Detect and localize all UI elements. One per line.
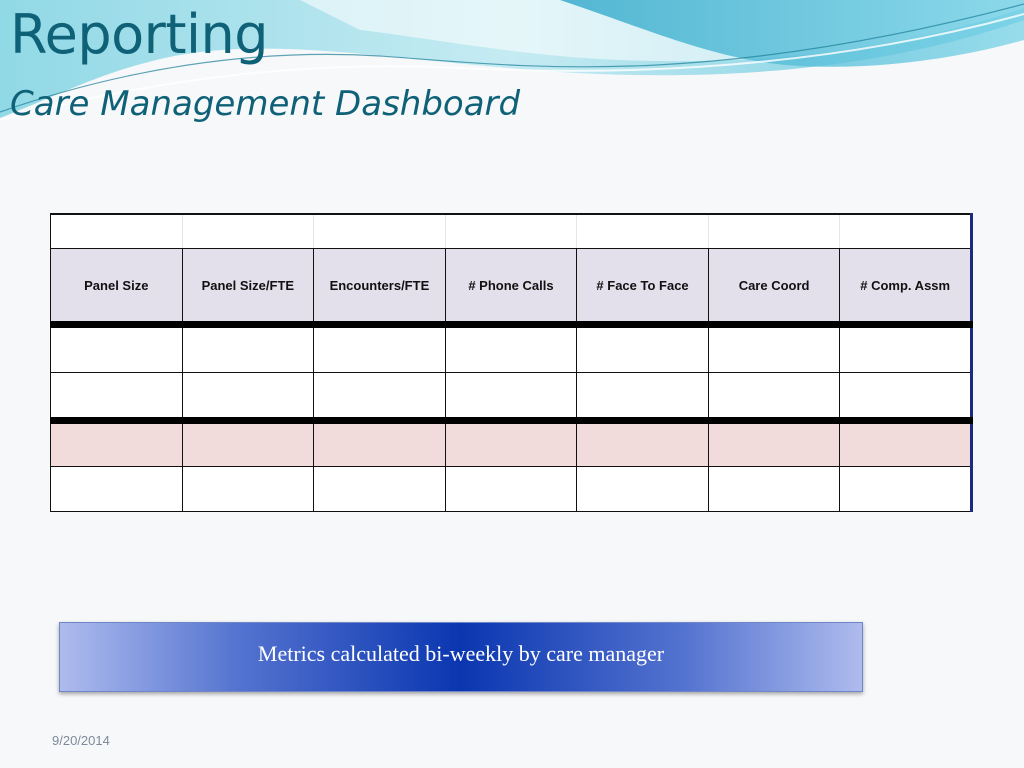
column-header: Encounters/FTE bbox=[314, 249, 446, 325]
table-row bbox=[51, 214, 972, 249]
slide-date: 9/20/2014 bbox=[52, 733, 110, 748]
table-cell bbox=[314, 214, 446, 249]
table-cell bbox=[51, 325, 183, 373]
table-cell bbox=[445, 373, 577, 421]
table-row bbox=[51, 325, 972, 373]
column-header: Panel Size/FTE bbox=[182, 249, 314, 325]
slide-subtitle: Care Management Dashboard bbox=[10, 84, 521, 124]
table-cell bbox=[51, 421, 183, 467]
table-header-row bbox=[51, 249, 972, 325]
table-cell bbox=[577, 421, 709, 467]
column-header: Care Coord bbox=[708, 249, 840, 325]
table-cell bbox=[708, 421, 840, 467]
table-cell bbox=[840, 214, 972, 249]
table-cell bbox=[51, 467, 183, 512]
table-cell bbox=[840, 421, 972, 467]
table-cell bbox=[445, 325, 577, 373]
table-cell bbox=[182, 373, 314, 421]
table-cell bbox=[445, 421, 577, 467]
column-header: Panel Size bbox=[51, 249, 183, 325]
table-cell bbox=[577, 214, 709, 249]
table-cell bbox=[577, 325, 709, 373]
table-cell bbox=[314, 421, 446, 467]
metrics-note-text: Metrics calculated bi-weekly by care manager bbox=[257, 641, 665, 666]
table-cell bbox=[51, 373, 183, 421]
table-cell bbox=[577, 467, 709, 512]
table-cell bbox=[840, 373, 972, 421]
table-cell bbox=[708, 467, 840, 512]
table-cell bbox=[577, 373, 709, 421]
column-header: # Face To Face bbox=[577, 249, 709, 325]
slide-title: Reporting bbox=[10, 3, 269, 66]
column-header: # Phone Calls bbox=[445, 249, 577, 325]
table-cell bbox=[708, 325, 840, 373]
table-cell bbox=[182, 325, 314, 373]
table-row bbox=[51, 373, 972, 421]
table-row bbox=[51, 467, 972, 512]
table-cell bbox=[314, 467, 446, 512]
table-cell bbox=[445, 214, 577, 249]
table-cell bbox=[708, 214, 840, 249]
metrics-note-banner bbox=[59, 622, 863, 692]
table-cell bbox=[314, 325, 446, 373]
table-cell bbox=[182, 214, 314, 249]
column-header: # Comp. Assm bbox=[840, 249, 972, 325]
table-cell bbox=[51, 214, 183, 249]
table-cell bbox=[314, 373, 446, 421]
table-cell bbox=[182, 467, 314, 512]
table-cell bbox=[445, 467, 577, 512]
table-cell bbox=[840, 467, 972, 512]
table-cell bbox=[840, 325, 972, 373]
table-cell bbox=[708, 373, 840, 421]
table-cell bbox=[182, 421, 314, 467]
table-row-highlighted bbox=[51, 421, 972, 467]
dashboard-table bbox=[50, 213, 973, 512]
